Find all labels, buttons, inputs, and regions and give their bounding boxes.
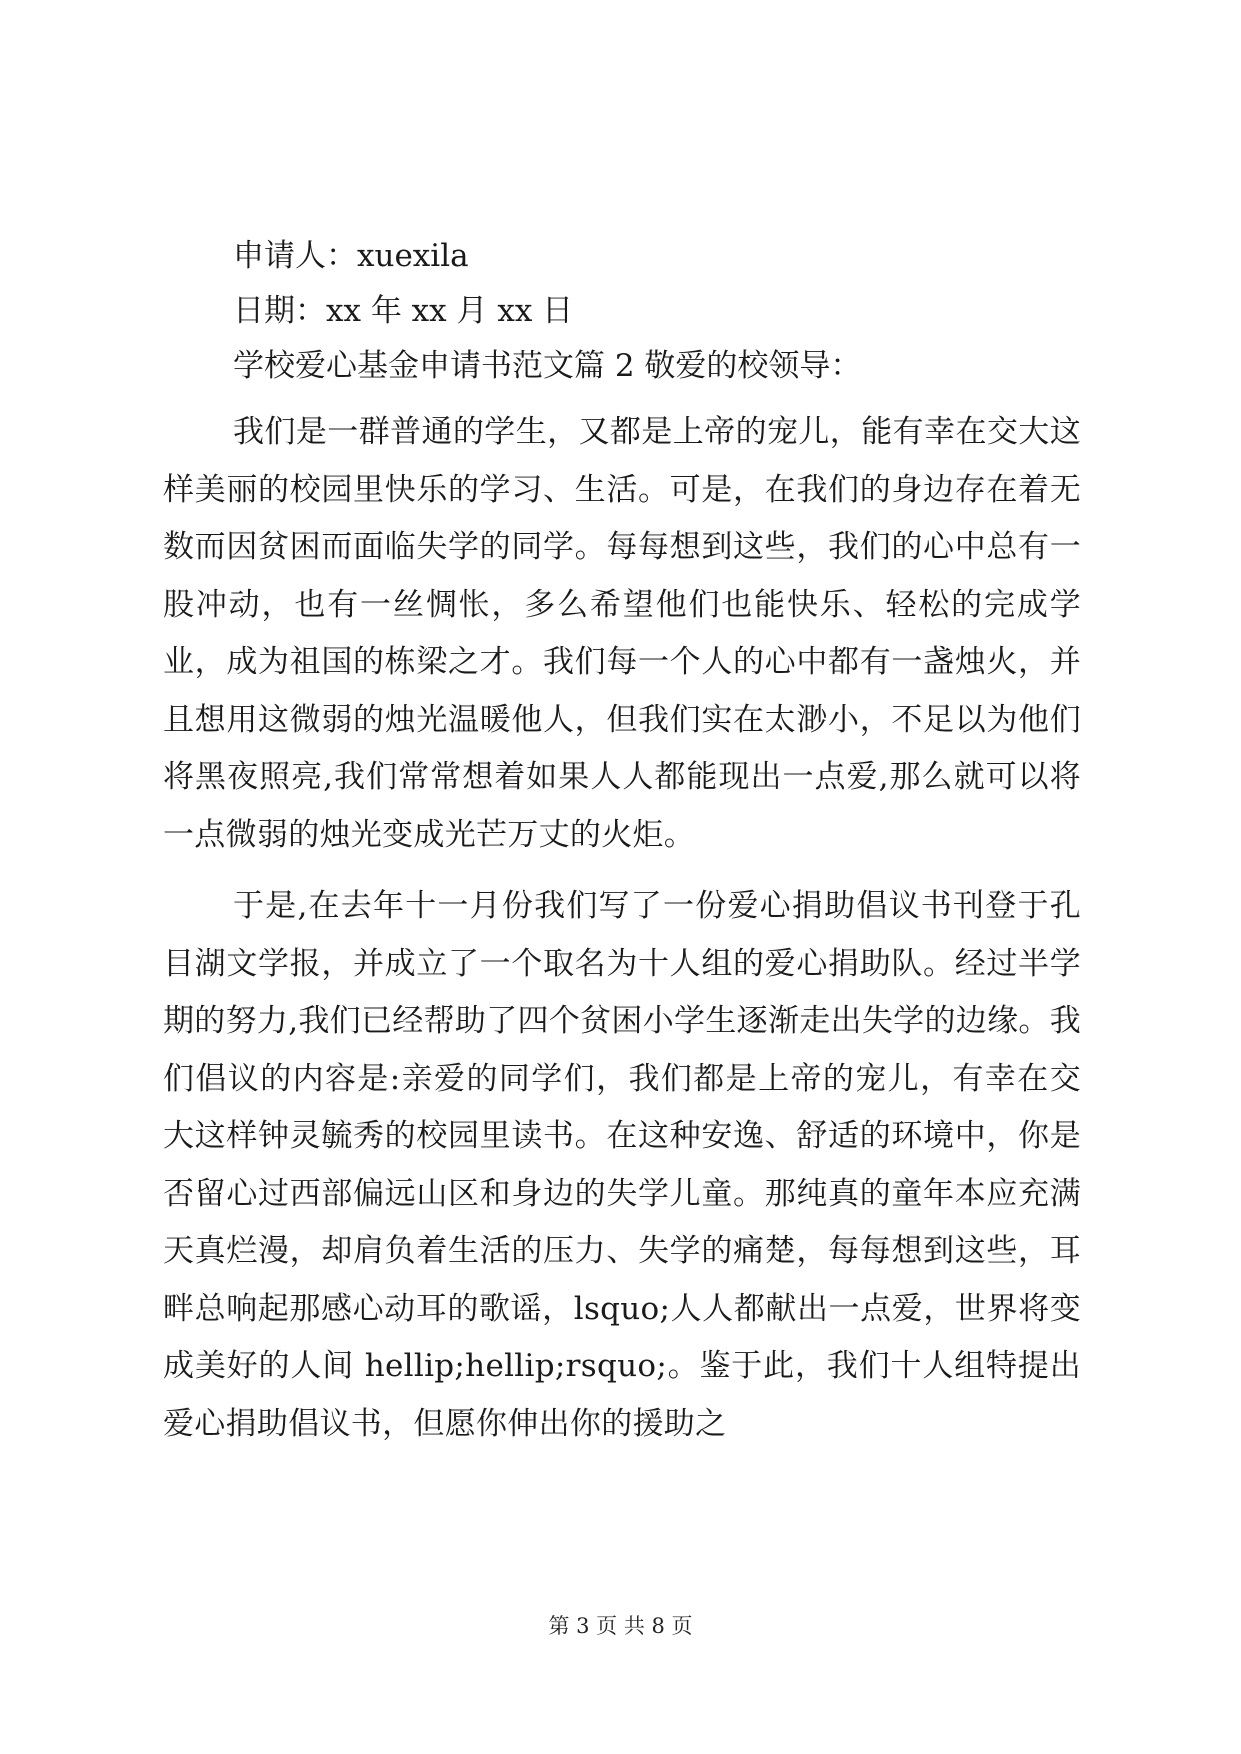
section-heading: 学校爱心基金申请书范文篇 2 敬爱的校领导： [233, 348, 862, 384]
document-body [163, 236, 1081, 1453]
date-line: 日期：xx 年 xx 月 xx 日 [233, 293, 574, 329]
body-paragraph-1: 我们是一群普通的学生，又都是上帝的宠儿，能有幸在交大这样美丽的校园里快乐的学习、生活。可是，在我们的身边存在着无数而因贫困而面临失学的同学。每每想到这些，我们的心中总有一股冲动，也有一丝惆怅，多么希望他们也能快乐、轻松的完成学业，成为祖国的栋梁之才。我们每一个人的心中都有一盏烛火，并且想用这微弱的烛光温暖他人，但我们实在太渺小，不足以为他们将黑夜照亮,我们常常想着如果人人都能现出一点爱,那么就可以将一点微弱的烛光变成光芒万丈的火炬。 [163, 414, 1081, 853]
applicant-line: 申请人：xuexila [233, 238, 469, 274]
body-paragraph-2: 于是,在去年十一月份我们写了一份爱心捐助倡议书刊登于孔目湖文学报，并成立了一个取名为十人组的爱心捐助队。经过半学期的努力,我们已经帮助了四个贫困小学生逐渐走出失学的边缘。我们倡议的内容是:亲爱的同学们，我们都是上帝的宠儿，有幸在交大这样钟灵毓秀的校园里读书。在这种安逸、舒适的环境中，你是否留心过西部偏远山区和身边的失学儿童。那纯真的童年本应充满天真烂漫，却肩负着生活的压力、失学的痛楚，每每想到这些，耳畔总响起那感心动耳的歌谣，lsquo;人人都献出一点爱，世界将变成美好的人间 hellip;hellip;rsquo;。鉴于此，我们十人组特提出爱心捐助倡议书，但愿你伸出你的援助之 [163, 888, 1081, 1442]
page-footer: 第 3 页 共 8 页 [548, 1614, 693, 1638]
